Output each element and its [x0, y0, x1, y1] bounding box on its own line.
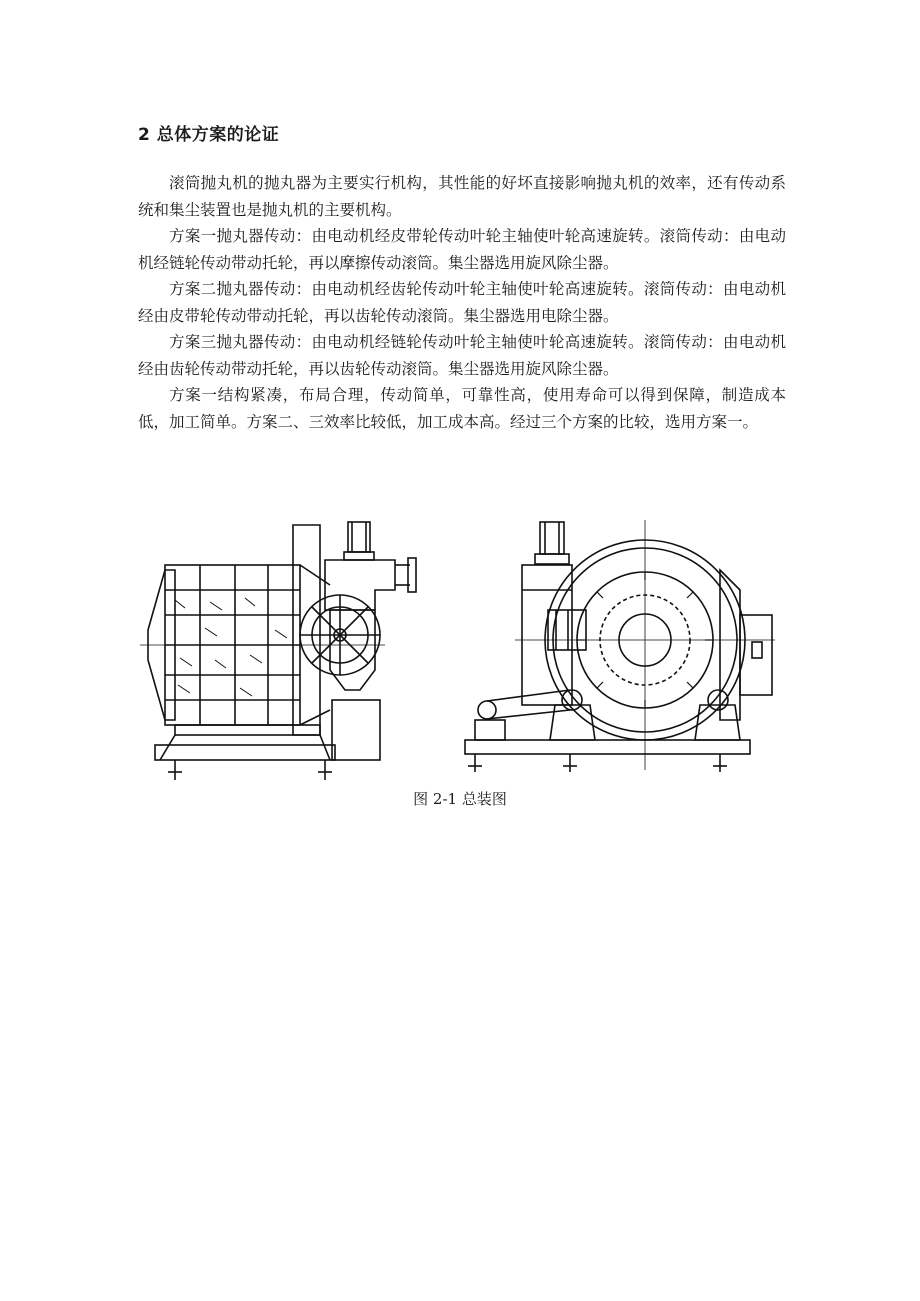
- assembly-figure: [0, 510, 920, 810]
- paragraph-conclusion: 方案一结构紧凑，布局合理，传动简单，可靠性高，使用寿命可以得到保障，制造成本低，加工简单。方案二、三效率比较低，加工成本高。经过三个方案的比较，选用方案一。: [138, 386, 786, 431]
- paragraph-scheme-2: 方案二抛丸器传动：由电动机经齿轮传动叶轮主轴使叶轮高速旋转。滚筒传动：由电动机经由皮带轮传动带动托轮，再以齿轮传动滚筒。集尘器选用电除尘器。: [138, 280, 786, 325]
- paragraph-scheme-3: 方案三抛丸器传动：由电动机经链轮传动叶轮主轴使叶轮高速旋转。滚筒传动：由电动机经由齿轮传动带动托轮，再以齿轮传动滚筒。集尘器选用旋风除尘器。: [138, 333, 786, 378]
- paragraph-scheme-1: 方案一抛丸器传动：由电动机经皮带轮传动叶轮主轴使叶轮高速旋转。滚筒传动：由电动机经链轮传动带动托轮，再以摩擦传动滚筒。集尘器选用旋风除尘器。: [138, 227, 786, 272]
- section-heading: 2 总体方案的论证: [138, 125, 280, 145]
- figure-caption: 图 2-1 总装图: [413, 790, 507, 808]
- assembly-drawing: [0, 510, 920, 810]
- front-view-drawing: [465, 520, 775, 772]
- side-view-drawing: [140, 522, 416, 780]
- paragraph-intro: 滚筒抛丸机的抛丸器为主要实行机构，其性能的好坏直接影响抛丸机的效率，还有传动系统和集尘装置也是抛丸机的主要机构。: [138, 174, 786, 219]
- drum-texture: [175, 598, 287, 696]
- body-text: [138, 170, 786, 435]
